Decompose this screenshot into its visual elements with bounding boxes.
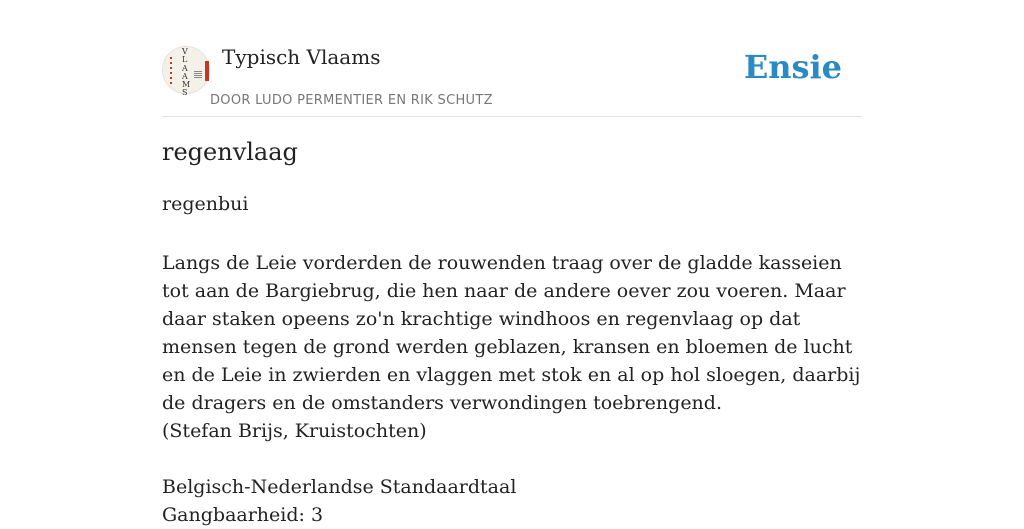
- logo-letter: M: [182, 80, 191, 89]
- language-label: Belgisch-Nederlandse Standaardtaal: [162, 476, 517, 498]
- logo-red-edge-decoration: [205, 61, 209, 81]
- author-byline: DOOR LUDO PERMENTIER EN RIK SCHUTZ: [210, 93, 493, 108]
- logo-text-lines-decoration: [194, 71, 202, 79]
- usage-label: Gangbaarheid: 3: [162, 504, 324, 526]
- logo-letter: A: [182, 72, 188, 81]
- entry-example: [162, 249, 862, 445]
- logo-letter: A: [182, 64, 188, 73]
- example-text: Langs de Leie vorderden de rouwenden traag over de gladde kasseien tot aan de Bargiebrug, die hen naar de andere oever zou voeren. Maar daar staken opeens zo'n krachtige windhoos en regenvlaag op dat mensen tegen de grond werden geblazen, kransen en bloemen de lucht en de Leie in zwierden en vlaggen met stok en al op hol sloegen, daarbij de dragers en de omstanders verwondingen toebrengend.: [162, 252, 861, 414]
- logo-letter: L: [182, 55, 188, 64]
- entry-title: regenvlaag: [162, 138, 298, 166]
- example-citation: (Stefan Brijs, Kruistochten): [162, 420, 427, 442]
- entry-meta: [162, 473, 516, 529]
- logo-letter: S: [182, 88, 188, 97]
- logo-red-dash-decoration: [170, 57, 172, 85]
- logo-letter: V: [182, 47, 188, 56]
- page-container: [162, 0, 862, 526]
- ensie-brand-link[interactable]: Ensie: [743, 48, 842, 86]
- typisch-vlaams-logo-icon[interactable]: [162, 46, 210, 97]
- site-title[interactable]: Typisch Vlaams: [222, 45, 381, 69]
- entry-definition: regenbui: [162, 193, 249, 215]
- site-header: [162, 0, 862, 117]
